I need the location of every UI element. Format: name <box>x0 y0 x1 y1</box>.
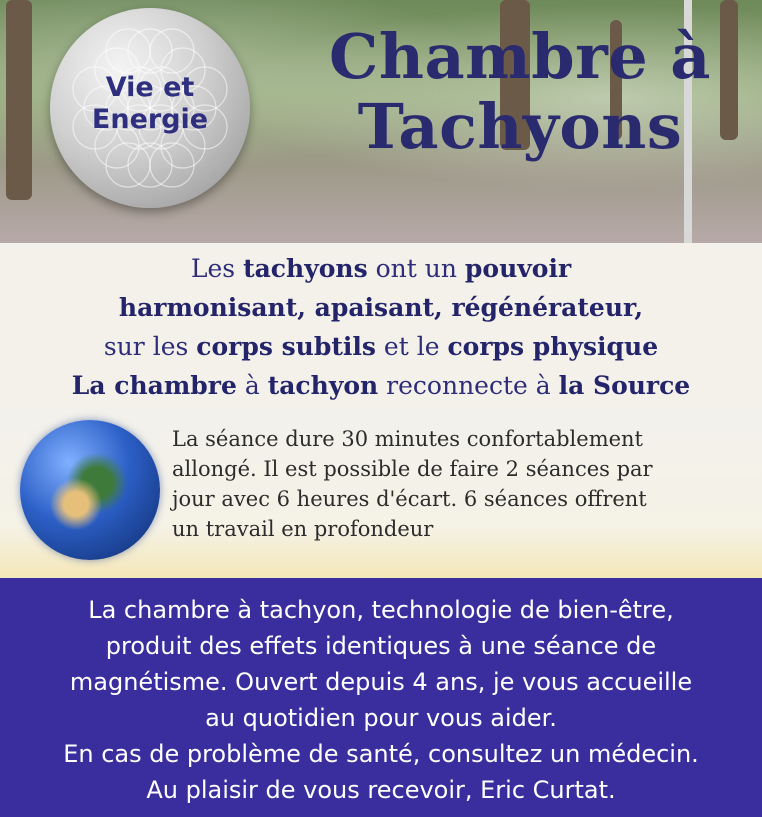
logo-sphere-icon <box>50 8 250 208</box>
footer-line: En cas de problème de santé, consultez un médecin. <box>63 740 699 768</box>
title-line-2: Tachyons <box>357 90 683 163</box>
footer-line: au quotidien pour vous aider. <box>205 704 557 732</box>
intro-bold-text: corps subtils <box>196 332 376 361</box>
session-line: jour avec 6 heures d'écart. 6 séances offrent <box>172 487 647 511</box>
intro-text-block <box>0 243 762 408</box>
photo-banner <box>0 0 762 243</box>
intro-text: Les <box>190 254 244 283</box>
footer-line: produit des effets identiques à une séance de <box>105 632 657 660</box>
intro-bold-text: harmonisant, apaisant, régénérateur, <box>118 293 644 322</box>
intro-line-4 <box>0 366 762 405</box>
title-line-1: Chambre à <box>329 20 711 93</box>
intro-line-2 <box>0 288 762 327</box>
intro-bold-text: tachyon <box>267 371 379 400</box>
intro-line-1 <box>0 249 762 288</box>
session-line: La séance dure 30 minutes confortablement <box>172 427 643 451</box>
intro-text: sur les <box>103 332 197 361</box>
intro-bold-text: pouvoir <box>464 254 572 283</box>
intro-bold-text: tachyons <box>243 254 368 283</box>
intro-text: à <box>236 371 268 400</box>
session-line: un travail en profondeur <box>172 517 434 541</box>
footer-line: Au plaisir de vous recevoir, Eric Curtat. <box>146 776 616 804</box>
footer-line: magnétisme. Ouvert depuis 4 ans, je vous accueille <box>69 668 693 696</box>
intro-bold-text: La chambre <box>71 371 237 400</box>
page-title <box>300 22 740 162</box>
tree-trunk <box>6 0 32 200</box>
intro-text: ont un <box>367 254 465 283</box>
intro-text: et le <box>375 332 448 361</box>
session-description <box>172 424 757 544</box>
footer-panel <box>0 578 762 817</box>
session-info-block <box>0 408 762 578</box>
logo-text <box>50 72 250 136</box>
intro-line-3 <box>0 327 762 366</box>
intro-bold-text: corps physique <box>447 332 659 361</box>
intro-bold-text: la Source <box>558 371 691 400</box>
intro-text: reconnecte à <box>378 371 559 400</box>
footer-line: La chambre à tachyon, technologie de bien-être, <box>88 596 674 624</box>
earth-globe-icon <box>20 420 160 560</box>
logo-line-1: Vie et <box>105 72 195 103</box>
session-line: allongé. Il est possible de faire 2 séances par <box>172 457 653 481</box>
logo-line-2: Energie <box>91 104 209 135</box>
